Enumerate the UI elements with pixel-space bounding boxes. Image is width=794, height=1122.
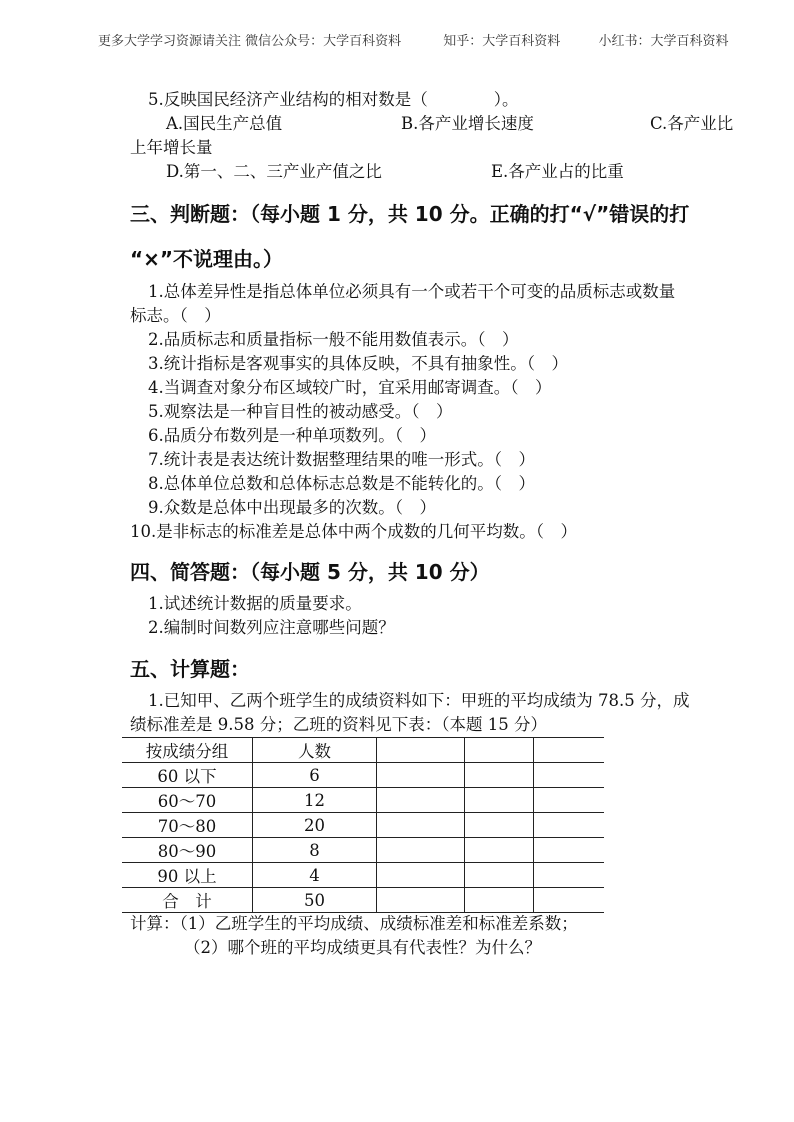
score-distribution-table <box>122 737 604 913</box>
short-answer-item-2: 2.编制时间数列应注意哪些问题？ <box>148 618 395 637</box>
blank-cell <box>377 763 465 788</box>
header-score-group: 按成绩分组 <box>122 738 253 763</box>
blank-cell <box>534 813 605 838</box>
score-group-cell: 60～70 <box>122 788 253 813</box>
table-header-row <box>122 738 604 763</box>
judgment-item-10: 10.是非标志的标准差是总体中两个成数的几何平均数。（ ） <box>130 522 577 541</box>
section3-title-line1: 三、判断题：（每小题 1 分，共 10 分。正确的打“√”错误的打 <box>130 202 690 226</box>
score-group-cell: 70～80 <box>122 813 253 838</box>
blank-cell <box>534 788 605 813</box>
calc-question-line1: 1.已知甲、乙两个班学生的成绩资料如下：甲班的平均成绩为 78.5 分，成 <box>148 691 690 710</box>
header-blank <box>465 738 534 763</box>
table-row <box>122 788 604 813</box>
total-count-cell: 50 <box>253 888 377 913</box>
judgment-item-3: 3.统计指标是客观事实的具体反映，不具有抽象性。（ ） <box>148 354 568 373</box>
table-row-total <box>122 888 604 913</box>
total-label-cell: 合 计 <box>122 888 253 913</box>
score-group-cell: 90 以上 <box>122 863 253 888</box>
judgment-item-6: 6.品质分布数列是一种单项数列。（ ） <box>148 426 436 445</box>
blank-cell <box>465 788 534 813</box>
header-count: 人数 <box>253 738 377 763</box>
count-cell: 12 <box>253 788 377 813</box>
table-row <box>122 838 604 863</box>
judgment-item-5: 5.观察法是一种盲目性的被动感受。（ ） <box>148 402 453 421</box>
q5-option-c-continued: 上年增长量 <box>130 138 213 157</box>
judgment-item-8: 8.总体单位总数和总体标志总数是不能转化的。（ ） <box>148 474 535 493</box>
blank-cell <box>465 863 534 888</box>
q5-option-d: D.第一、二、三产业产值之比 <box>166 162 382 181</box>
judgment-item-1-continued: 标志。（ ） <box>130 306 221 325</box>
count-cell: 20 <box>253 813 377 838</box>
short-answer-item-1: 1.试述统计数据的质量要求。 <box>148 594 362 613</box>
calc-task-line2: （2）哪个班的平均成绩更具有代表性？为什么？ <box>184 938 541 957</box>
judgment-item-9: 9.众数是总体中出现最多的次数。（ ） <box>148 498 436 517</box>
blank-cell <box>534 863 605 888</box>
header-promo-text: 更多大学学习资源请关注 微信公众号：大学百科资料 <box>98 34 402 49</box>
blank-cell <box>377 888 465 913</box>
judgment-item-1: 1.总体差异性是指总体单位必须具有一个或若干个可变的品质标志或数量 <box>148 282 676 301</box>
judgment-item-7: 7.统计表是表达统计数据整理结果的唯一形式。（ ） <box>148 450 535 469</box>
header-zhihu-text: 知乎：大学百科资料 <box>443 34 561 49</box>
q5-option-a: A.国民生产总值 <box>166 114 283 133</box>
blank-cell <box>377 863 465 888</box>
section4-title: 四、简答题：（每小题 5 分，共 10 分） <box>130 560 490 584</box>
score-group-cell: 60 以下 <box>122 763 253 788</box>
judgment-item-2: 2.品质标志和质量指标一般不能用数值表示。（ ） <box>148 330 519 349</box>
blank-cell <box>465 813 534 838</box>
blank-cell <box>534 763 605 788</box>
header-xiaohongshu-text: 小红书：大学百科资料 <box>598 34 729 49</box>
count-cell: 4 <box>253 863 377 888</box>
blank-cell <box>465 838 534 863</box>
calc-question-line2: 绩标准差是 9.58 分；乙班的资料见下表：（本题 15 分） <box>130 715 547 734</box>
blank-cell <box>465 888 534 913</box>
score-group-cell: 80～90 <box>122 838 253 863</box>
table-row <box>122 763 604 788</box>
judgment-item-4: 4.当调查对象分布区域较广时，宜采用邮寄调查。（ ） <box>148 378 552 397</box>
calc-task-line1: 计算：（1）乙班学生的平均成绩、成绩标准差和标准差系数； <box>130 914 578 933</box>
blank-cell <box>534 838 605 863</box>
count-cell: 6 <box>253 763 377 788</box>
blank-cell <box>465 763 534 788</box>
q5-option-e: E.各产业占的比重 <box>491 162 624 181</box>
blank-cell <box>377 838 465 863</box>
count-cell: 8 <box>253 838 377 863</box>
section3-title-line2: “×”不说理由。） <box>130 247 284 271</box>
blank-cell <box>534 888 605 913</box>
table-row <box>122 813 604 838</box>
header-blank <box>377 738 465 763</box>
section5-title: 五、计算题： <box>130 657 250 681</box>
header-blank <box>534 738 605 763</box>
blank-cell <box>377 813 465 838</box>
q5-option-c: C.各产业比 <box>650 114 734 133</box>
table-row <box>122 863 604 888</box>
q5-option-b: B.各产业增长速度 <box>401 114 534 133</box>
blank-cell <box>377 788 465 813</box>
page-header <box>98 30 728 49</box>
q5-stem: 5.反映国民经济产业结构的相对数是（ ）。 <box>148 90 519 109</box>
